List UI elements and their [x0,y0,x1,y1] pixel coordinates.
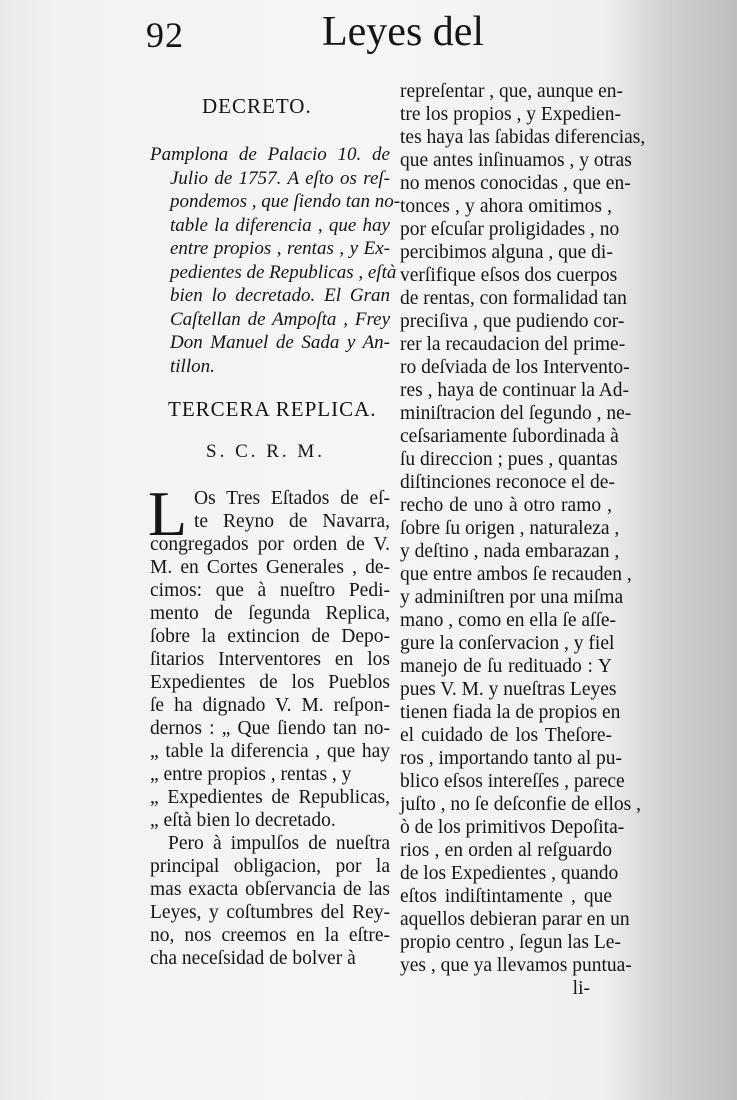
replica-text [148,478,390,970]
text-line: cimos: que à nueſtro Pedi- [150,580,390,601]
text-line: „ entre propios , rentas , y [150,764,352,785]
text-line: juſto , no ſe deſconfie de ellos , [400,794,641,815]
text-line: preciſiva , que pudiendo cor- [400,311,625,332]
running-title: Leyes del [322,9,485,55]
text-line: ceſsariamente ſubordinada à [400,426,619,447]
text-line: principal obligacion, por la [150,856,390,877]
text-line: ros , importando tanto al pu- [400,748,623,769]
text-line: recho de uno à otro ramo , [400,495,612,516]
text-line: mano , como en ella ſe aſſe- [400,610,617,631]
drop-cap: L [148,478,188,549]
text-line: mento de ſegunda Replica, [150,603,390,624]
text-line: repreſentar , que, aunque en- [400,81,624,102]
text-line: verſifique eſsos dos cuerpos [400,265,618,286]
text-line: mas exacta obſervancia de las [150,879,390,900]
page-number: 92 [146,15,184,55]
text-line: ſe ha dignado V. M. reſpon- [150,695,390,716]
text-line: no, nos creemos en la eſtre- [150,925,390,946]
text-line: gure la conſervacion , y fiel [400,633,615,654]
text-line: ſobre ſu origen , naturaleza , [400,518,620,539]
text-line: tes haya las ſabidas diferencias, [400,127,646,148]
text-line: percibimos alguna , que di- [400,242,613,263]
text-line: ſitarios Interventores en los [150,649,390,670]
text-line: bien lo decretado. El Gran [170,285,390,306]
text-line: res , haya de continuar la Ad- [400,380,630,401]
text-line: dernos : „ Que ſiendo tan no- [150,718,390,739]
text-line: table la diferencia , que hay [170,214,390,236]
text-line: tonces , y ahora omitimos , [400,196,612,217]
text-line: ro deſviada de los Intervento- [400,357,630,378]
text-line: M. en Cortes Generales , de- [150,557,390,578]
text-line: ſobre la extincion de Depo- [150,626,390,647]
text-line: Leyes, y coſtumbres del Rey- [150,902,390,923]
text-line: no menos conocidas , que en- [400,173,631,194]
text-line: tillon. [170,355,215,377]
text-line: tre los propios , y Expedien- [400,104,621,125]
text-line: „ Expedientes de Republicas, [150,787,390,808]
text-line: te Reyno de Navarra, [194,511,390,532]
text-line: Expedientes de los Pueblos [150,672,390,693]
text-line: entre propios , rentas , y Ex- [170,238,390,259]
text-line: de rentas, con formalidad tan [400,288,627,309]
text-line: Don Manuel de Sada y An- [170,332,390,353]
text-line: Caſtellan de Ampoſta , Frey [170,308,390,330]
text-line: el cuidado de los Theſore- [400,725,612,746]
text-line: Pamplona de Palacio 10. de [150,144,390,165]
text-line: cha neceſsidad de bolver à [150,948,356,969]
text-line: ſu direccion ; pues , quantas [400,449,618,470]
text-line: que entre ambos ſe recauden , [400,564,632,585]
text-line: propio centro , ſegun las Le- [400,932,621,953]
text-line: pondemos , que ſiendo tan no- [170,191,401,212]
text-line: rios , en orden al reſguardo [400,840,612,861]
text-line: eſtos indiſtintamente , que [400,886,612,907]
right-column-text [400,80,646,1000]
text-line: ò de los primitivos Depoſita- [400,817,625,838]
text-line: Os Tres Eſtados de eſ- [194,488,390,509]
text-line: yes , que ya llevamos puntua- [400,955,632,976]
replica-heading: TERCERA REPLICA. [168,397,377,421]
text-line: li- [572,978,590,999]
text-line: miniſtracion del ſegundo , ne- [400,403,632,424]
text-line: pues V. M. y nueſtras Leyes [400,679,617,700]
text-line: blico eſsos intereſſes , parece [400,771,625,792]
text-line: pedientes de Republicas , eſtà [170,261,397,283]
text-line: Julio de 1757. A eſto os reſ- [170,167,390,189]
text-line: „ table la diferencia , que hay [150,741,390,762]
text-line: aquellos debieran parar en un [400,909,630,930]
decree-heading: DECRETO. [202,94,312,118]
salutation: S. C. R. M. [206,441,326,462]
text-line: „ eſtà bien lo decretado. [150,810,336,831]
text-line: diſtinciones reconoce el de- [400,472,615,493]
text-line: por eſcuſar proligidades , no [400,219,620,240]
text-line: tienen fiada la de propios en [400,702,621,723]
text-line: de los Expedientes , quando [400,863,619,884]
text-line: congregados por orden de V. [150,534,390,555]
text-line: y deſtino , nada embarazan , [400,541,620,562]
text-line: rer la recaudacion del prime- [400,334,626,355]
text-line: Pero à impulſos de nueſtra [168,833,390,854]
text-line: manejo de ſu redituado : Y [400,656,612,677]
text-line: que antes inſinuamos , y otras [400,150,632,171]
decree-text [150,143,401,378]
text-line: y adminiſtren por una miſma [400,587,624,608]
